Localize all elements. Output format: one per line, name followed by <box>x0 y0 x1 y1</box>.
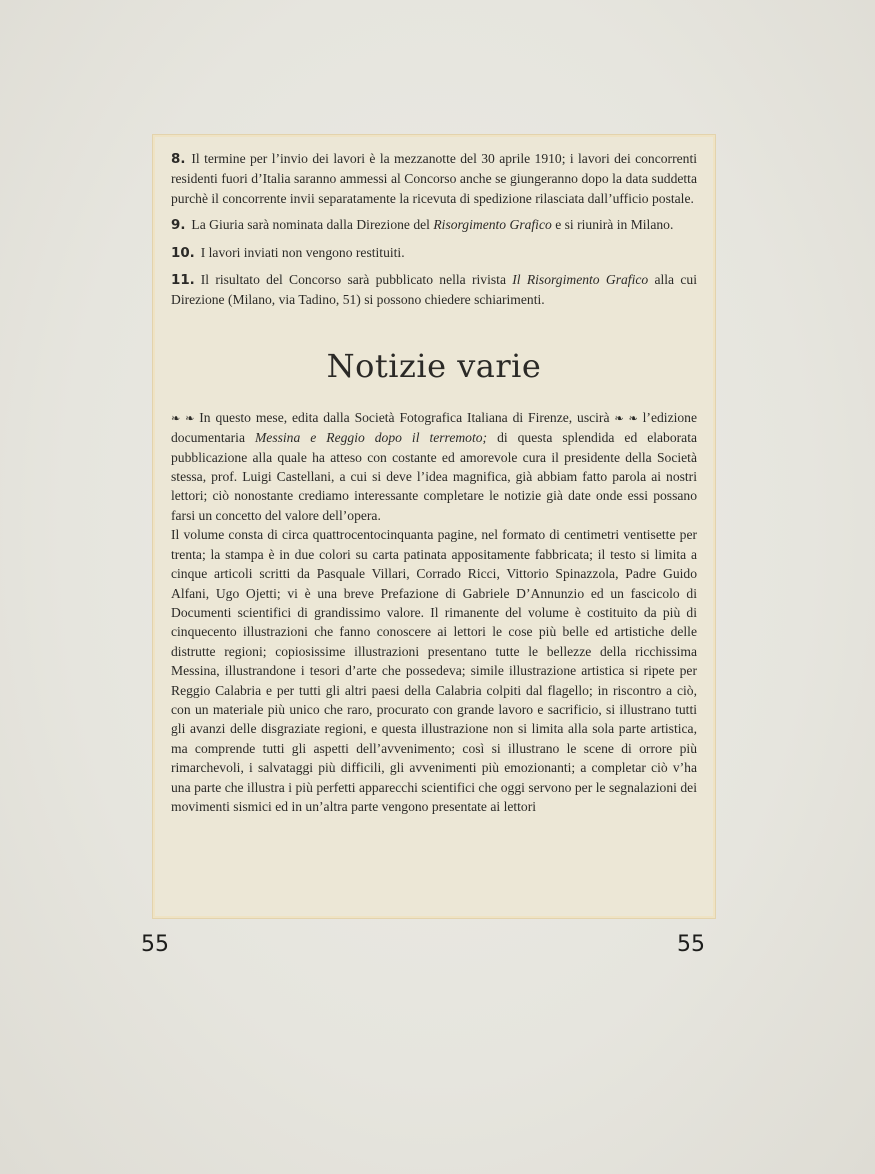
paragraph-text: l’edizione documentaria <box>171 409 698 446</box>
rule-italic: Il Risorgimento Grafico <box>512 272 649 288</box>
paragraph-2: Il volume consta di circa quattrocentocinquanta pagine, nel formato di centimetri ventisette per trenta; la stampa è in due colori su carta patinata appositamente fabbricata; il testo si limita a cinque articoli scritti da Pasquale Villari, Corrado Ricci, Vittorio Spinazzola, Padre Guido Alfani, Ugo Ojetti; vi è una breve Prefazione di Gabriele D’Annunzio ed un fascicolo di Documenti scientifici di grandissimo valore. Il rimanente del volume è costituito da più di cinquecento illustrazioni che fanno conoscere ai lettori le cose più belle ed artistiche delle distrutte regioni; copiosissime illustrazioni presentano tutte le bellezze della ricchissima Messina, illustrandone i tesori d’arte che possedeva; simile illustrazione artistica si ripete per Reggio Calabria e per tutti gli altri paesi della Calabria colpiti dal flagello; in riscontro a ciò, con un materiale più unico che raro, procurato con grande lavoro e sacrificio, si illustrano tutti gli avanzi delle disgraziate regioni, e questa illustrazione non si limita alla sola parte artistica, ma comprende tutti gli aspetti dell’avvenimento; così si illustrano le scene di orrore più rimarchevoli, i salvataggi più difficili, gli avvenimenti più emozionanti; a completar ciò v’ha una parte che illustra i più perfetti apparecchi scientifici che oggi servono per le segnalazioni dei movimenti sismici ed in un’altra parte vengono presentate ai lettori <box>171 527 697 814</box>
rule-text: I lavori inviati non vengono restituiti. <box>200 244 405 260</box>
rule-italic: Risorgimento Grafico <box>433 217 552 233</box>
rule-text: alla cui Direzione (Milano, via Tadino, 51) si possono chiedere schiarimenti. <box>171 272 697 308</box>
ornament-icon: ❧ ❧ <box>171 411 195 425</box>
page-number-right: 55 <box>677 932 705 957</box>
ornament-icon: ❧ ❧ <box>614 411 638 425</box>
rule-9 <box>171 215 697 235</box>
rule-8 <box>171 149 697 208</box>
rule-number: 9. <box>171 218 186 234</box>
book-title: Messina e Reggio dopo il terremoto; <box>254 430 488 446</box>
rule-text: La Giuria sarà nominata dalla Direzione del <box>191 217 434 233</box>
page-number-left: 55 <box>141 932 169 957</box>
paragraph-lead: In questo mese, edita dalla Società Fotografica Italiana di Firenze, uscirà <box>199 409 610 425</box>
panel-content <box>171 149 697 816</box>
rule-text: Il termine per l’invio dei lavori è la mezzanotte del 30 aprile 1910; i lavori dei concorrenti residenti fuori d’Italia saranno ammessi al Concorso anche se giungeranno dopo la data suddetta purchè il concorrente invii separatamente la ricevuta di spedizione rilasciata dall’ufficio postale. <box>171 151 697 206</box>
paragraph-text: di questa splendida ed elaborata pubblicazione alla quale ha atteso con costante ed amorevole cura il presidente della Società stessa, prof. Luigi Castellani, a cui si deve l’idea magnifica, già abbiam fatto parola ai nostri lettori; ciò nonostante crediamo interessante completare le notizie già date onde essi possano farsi un concetto del valore dell’opera. <box>171 430 698 523</box>
paragraph-1 <box>171 408 697 525</box>
rule-text: e si riunirà in Milano. <box>551 217 674 233</box>
rule-number: 10. <box>171 245 195 261</box>
rule-number: 11. <box>171 273 195 289</box>
section-title: Notizie varie <box>326 346 542 385</box>
rule-11 <box>171 270 697 310</box>
rule-10 <box>171 243 697 263</box>
rule-number: 8. <box>171 152 186 167</box>
rule-text: Il risultato del Concorso sarà pubblicato nella rivista <box>200 272 513 288</box>
printed-text-panel <box>152 134 716 919</box>
